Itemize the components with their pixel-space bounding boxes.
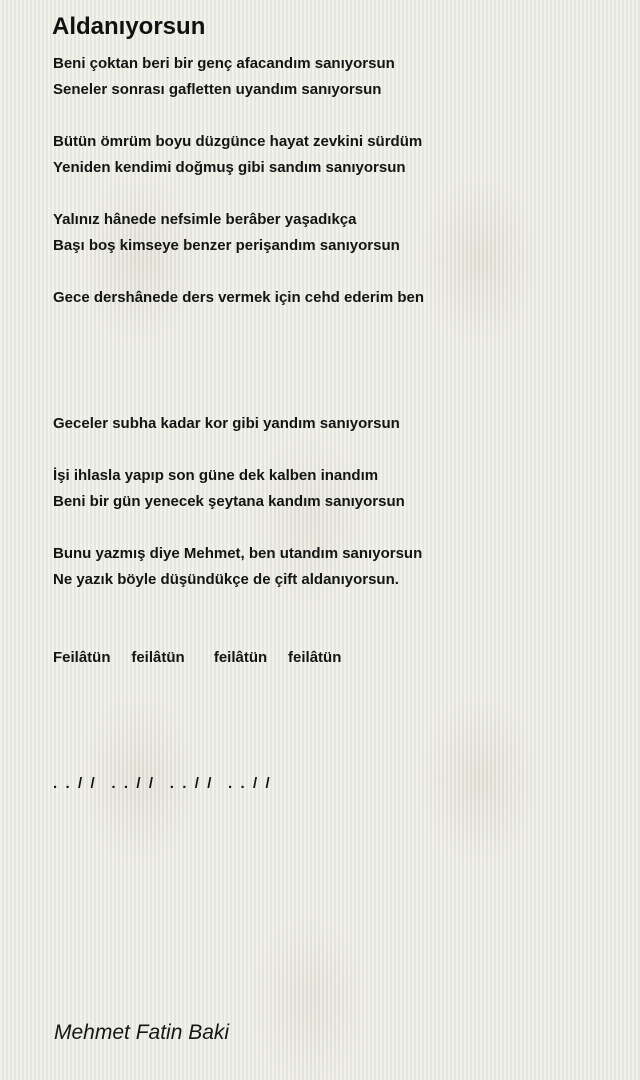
poem-line: Ne yazık böyle düşündükçe de çift aldanıyorsun. (53, 571, 399, 588)
meter-words: Feilâtün feilâtün feilâtün feilâtün (53, 649, 342, 666)
meter-marks: . . / / . . / / . . / / . . / / (53, 775, 270, 792)
poem-title: Aldanıyorsun (52, 13, 206, 40)
poem-line: Seneler sonrası gafletten uyandım sanıyorsun (53, 81, 382, 98)
poem-line: Yeniden kendimi doğmuş gibi sandım sanıyorsun (53, 159, 406, 176)
author-name: Mehmet Fatin Baki (54, 1021, 230, 1044)
poem-line: İşi ihlasla yapıp son güne dek kalben inandım (53, 467, 379, 484)
poem-line: Beni bir gün yenecek şeytana kandım sanıyorsun (53, 493, 405, 510)
poem-line: Gece dershânede ders vermek için cehd ederim ben (53, 289, 425, 306)
poem-line: Geceler subha kadar kor gibi yandım sanıyorsun (53, 415, 400, 432)
poem-line: Bütün ömrüm boyu düzgünce hayat zevkini sürdüm (53, 133, 423, 150)
poem-line: Beni çoktan beri bir genç afacandım sanıyorsun (53, 55, 395, 72)
poem-line: Başı boş kimseye benzer perişandım sanıyorsun (53, 237, 400, 254)
poem-line: Yalınız hânede nefsimle berâber yaşadıkça (53, 211, 357, 228)
poem-line: Bunu yazmış diye Mehmet, ben utandım sanıyorsun (53, 545, 423, 562)
